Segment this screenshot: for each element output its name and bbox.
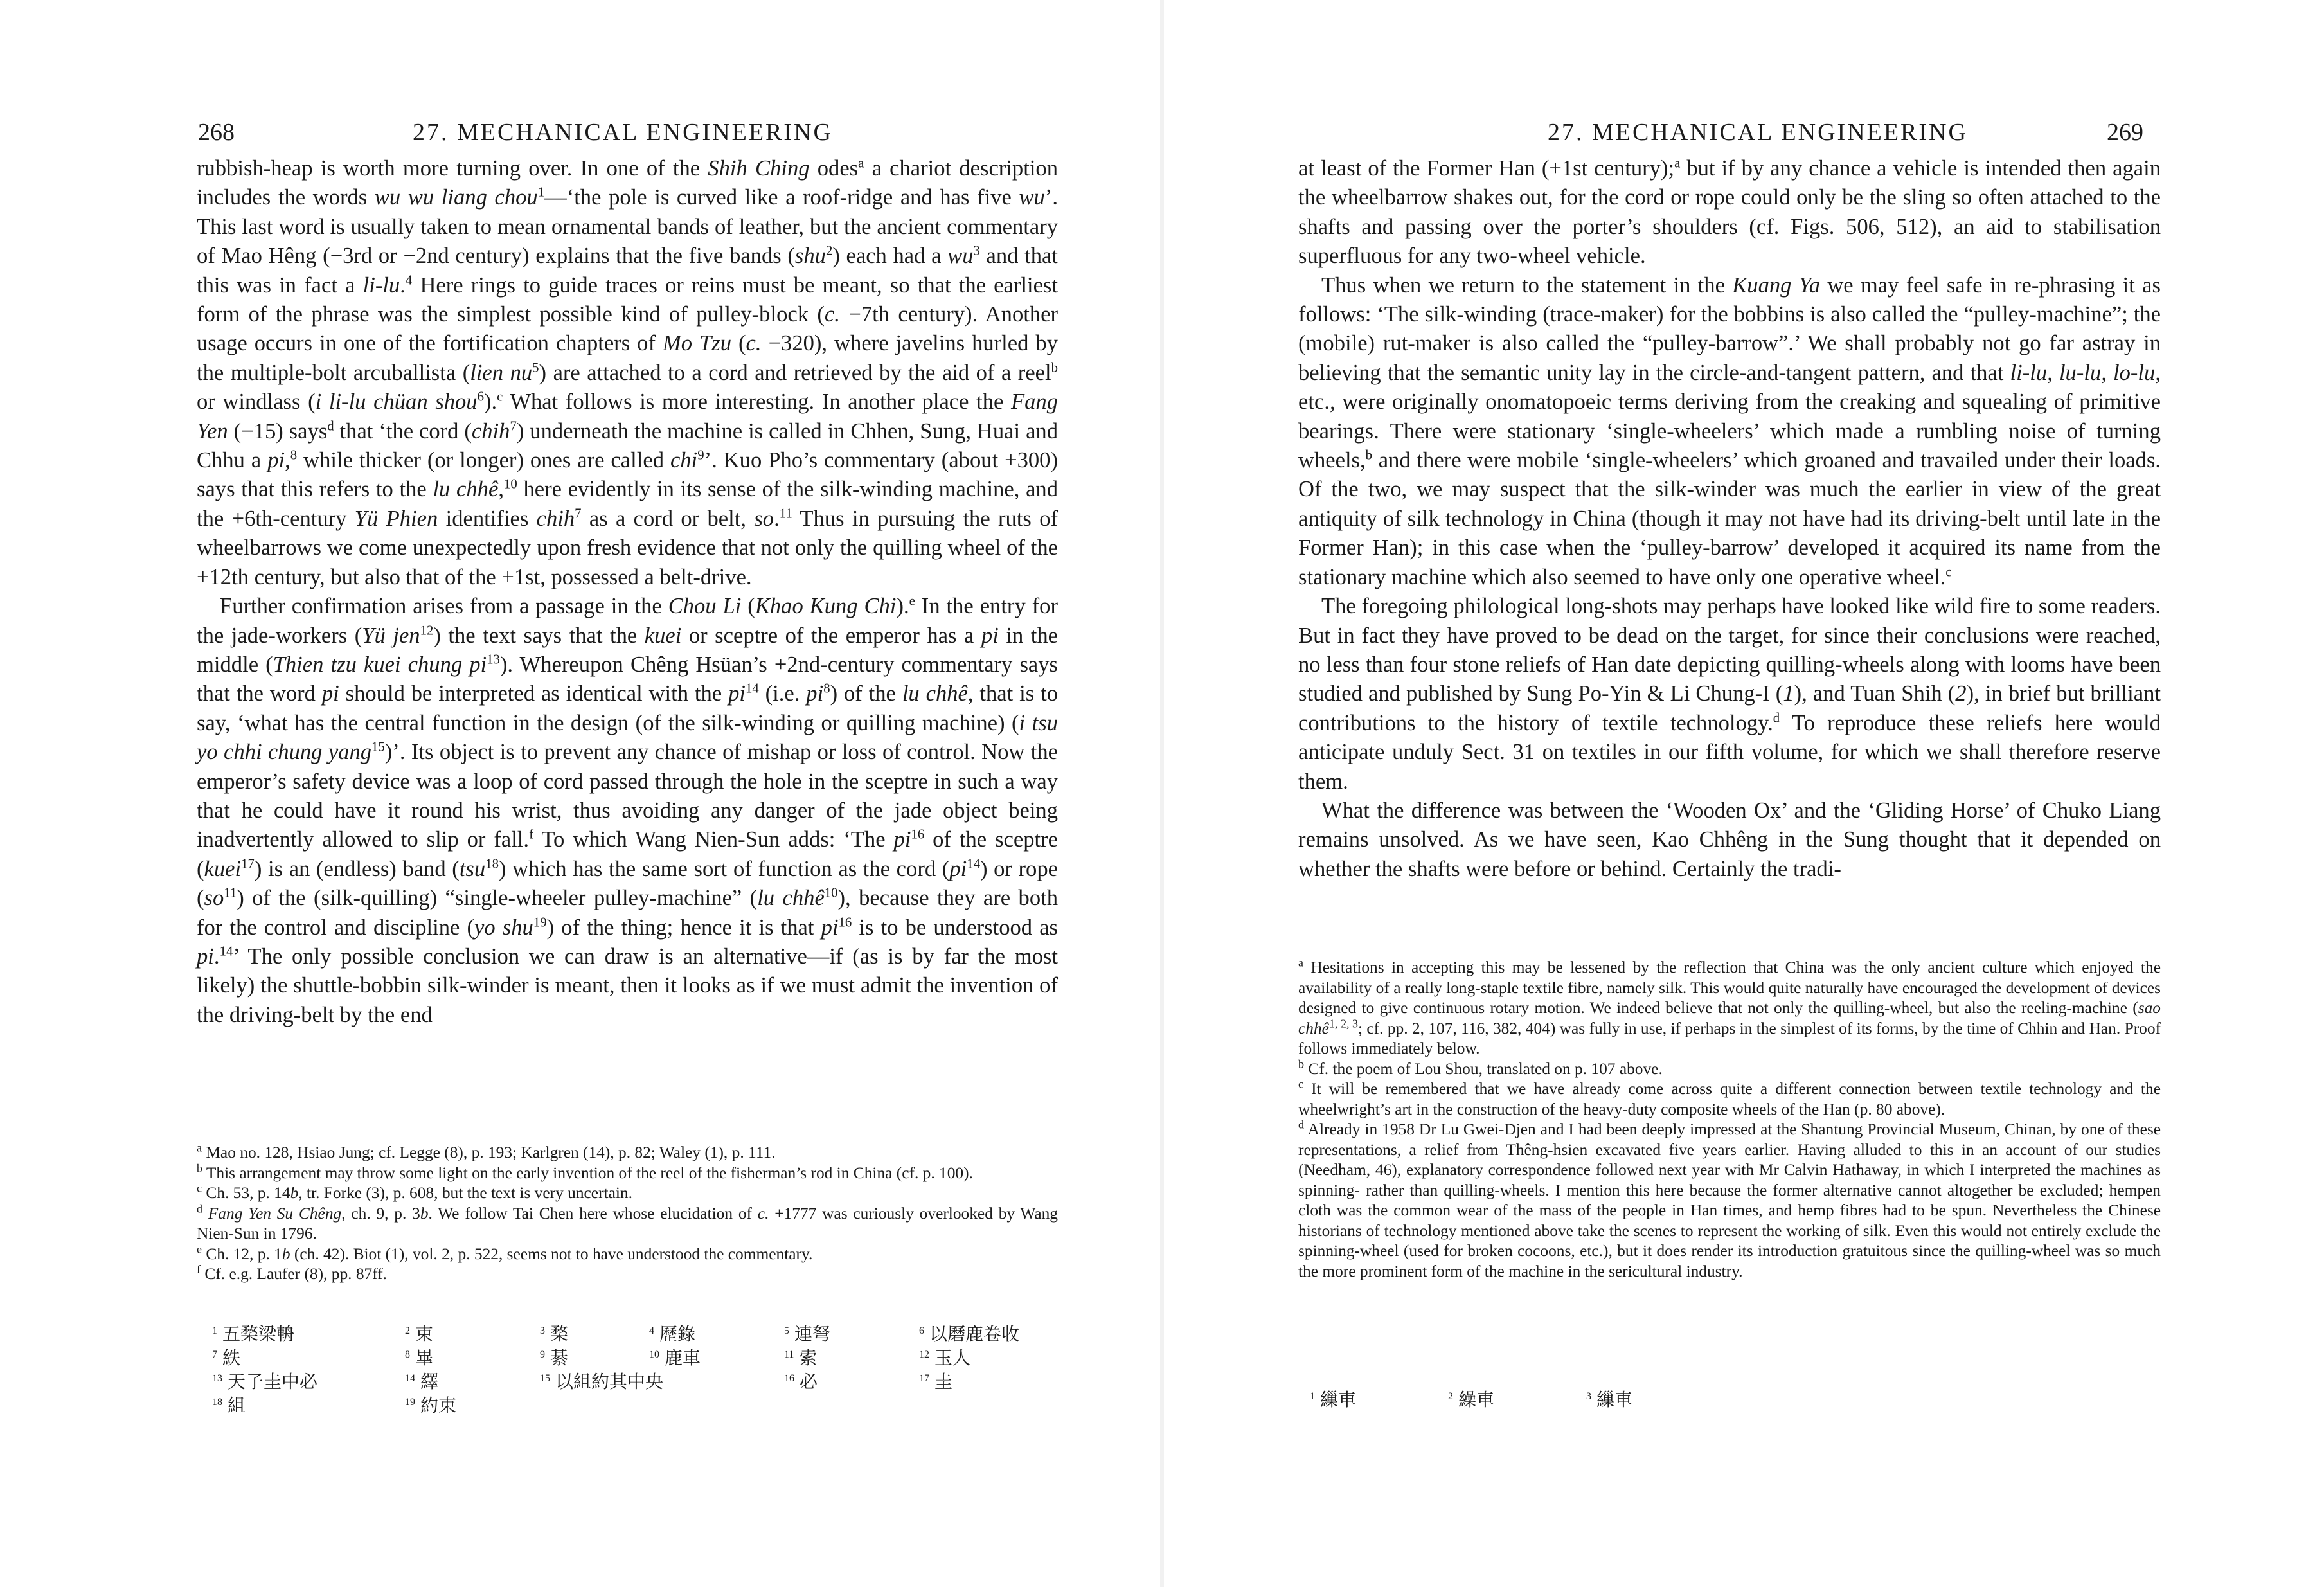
glossary-item: $^{14}$ 繹 — [405, 1372, 439, 1392]
footnote-text: Cf. e.g. Laufer (8), pp. 87ff. — [204, 1265, 388, 1283]
glossary-item: $^4$ 歷錄 — [649, 1325, 696, 1345]
glossary-item: $^5$ 連弩 — [784, 1325, 831, 1345]
glossary-item: $^{10}$ 鹿車 — [649, 1349, 701, 1368]
left-running-head — [198, 113, 1080, 152]
glossary-item: $^8$ 畢 — [405, 1349, 434, 1368]
footnote-mark: e — [197, 1242, 202, 1256]
footnote-mark: a — [1298, 956, 1303, 969]
right-paragraph-1: at least of the Former Han (+1st century);$^a$ but if by any chance a vehicle is intended then again the wheelbarrow shakes out, for the cord or rope could only be the sling so often attached to the shafts and passing over the porter’s shoulders (cf. Figs. 506, 512), an aid to stabilisation superfluous for any two-wheel vehicle. — [1298, 156, 2161, 269]
glossary-item: $^2$ 繰車 — [1448, 1390, 1495, 1410]
glossary-item: $^3$ 楘 — [540, 1325, 569, 1345]
right-paragraph-2: Thus when we return to the statement in the Kuang Ya we may feel safe in re-phrasing it as follows: ‘The silk-winding (trace-maker) for the bobbins is also called the “pulley-machine”; the (mobile) rut-maker is also called the “pulley-barrow”.’ We shall probably not go far astray in believing that the semantic unity lay in the circle-and-tangent pattern, and that li-lu, lu-lu, lo-lu, etc., were originally onomatopoeic terms deriving from the creaking and squealing of primitive bearings. There were stationary ‘single-wheelers’ which made a rumbling noise of turning wheels,$^b$ and there were mobile ‘single-wheelers’ which groaned and travailed under their loads. Of the two, we may suspect that the silk-winder was much the earlier in view of the great antiquity of silk technology in China (though it may not have had its driving-belt until late in the Former Han); in this case when the ‘pulley-barrow’ developed it acquired its name from the stationary machine which also seemed to have only one operative wheel.$^c$ — [1298, 273, 2161, 589]
left-paragraph-1: rubbish-heap is worth more turning over. In one of the Shih Ching odes$^a$ a chariot description includes the words wu wu liang chou$^1$—‘the pole is curved like a roof-ridge and has five wu’. This last word is usually taken to mean ornamental bands of leather, but the ancient commentary of Mao Hêng (−3rd or −2nd century) explains that the five bands (shu$^2$) each had a $wu^3$ and that this was in fact a li-lu.$^4$ Here rings to guide traces or reins must be meant, so that the earliest form of the phrase was the simplest possible kind of pulley-block (c. −7th century). Another usage occurs in one of the fortification chapters of Mo Tzu (c. −320), where javelins hurled by the multiple-bolt arcuballista (lien $nu^5$) are attached to a cord and retrieved by the aid of a reel$^b$ or windlass (i li-lu chüan shou$^6$).$^c$ What follows is more interesting. In another place the Fang Yen (−15) says$^d$ that ‘the cord (chih$^7$) underneath the machine is called in Chhen, Sung, Huai and Chhu a pi,$^8$ while thicker (or longer) ones are called chi$^9$’. Kuo Pho’s commentary (about +300) says that this refers to the lu chhê,$^{10}$ here evidently in its sense of the silk-winding machine, and the +6th-century Yü Phien identifies chih$^7$ as a cord or belt, so.$^{11}$ Thus in pursuing the ruts of wheelbarrows we come unexpectedly upon fresh evidence that not only the quilling wheel of the +12th century, but also that of the +1st, possessed a belt-drive. — [197, 156, 1059, 589]
right-glossary — [1310, 1388, 1824, 1421]
left-footnote-c — [197, 1183, 1058, 1204]
footnote-mark: d — [1298, 1118, 1304, 1131]
footnote-mark: c — [1298, 1077, 1303, 1091]
right-paragraph-3: The foregoing philological long-shots may perhaps have looked like wild fire to some readers. But in fact they have proved to be dead on the target, for since their conclusions were reached, no less than four stone reliefs of Han date depicting quilling-wheels along with looms have been studied and published by Sung Po-Yin & Li Chung-I (1), and Tuan Shih (2), in brief but brilliant contributions to the history of textile technology.$^d$ To reproduce these reliefs here would anticipate unduly Sect. 31 on textiles in our fifth volume, for which we shall therefore reserve them. — [1298, 594, 2161, 794]
footnote-text: Cf. the poem of Lou Shou, translated on p. 107 above. — [1308, 1059, 1663, 1078]
glossary-item: $^{15}$ 以組約其中央 — [540, 1372, 664, 1392]
right-footnotes — [1298, 958, 2161, 1282]
right-body-text — [1298, 154, 2161, 884]
glossary-item: $^{13}$ 天子圭中必 — [212, 1372, 318, 1392]
glossary-item: $^1$ 繅車 — [1310, 1390, 1357, 1410]
left-footnote-d — [197, 1204, 1058, 1244]
left-paragraph-2: Further confirmation arises from a passage in the Chou Li (Khao Kung Chi).$^e$ In the entry for the jade-workers (Yü jen$^{12}$) the text says that the kuei or sceptre of the emperor has a pi in the middle (Thien tzu kuei chung $pi^{13}$). Whereupon Chêng Hsüan’s +2nd-century commentary says that the word pi should be interpreted as identical with the $pi^{14}$ (i.e. $pi^8$) of the lu chhê, that is to say, ‘what has the central function in the design (of the silk-winding or quilling machine) (i tsu yo chhi chung yang$^{15}$)’. Its object is to prevent any chance of mishap or loss of control. Now the emperor’s safety device was a loop of cord passed through the hole in the sceptre in such a way that he could have it round his wrist, thus avoiding any danger of the jade object being inadvertently allowed to slip or fall.$^f$ To which Wang Nien-Sun adds: ‘The $pi^{16}$ of the sceptre (kuei$^{17}$) is an (endless) band (tsu$^{18}$) which has the same sort of function as the cord $(pi^{14})$ or rope $(so^{11})$ of the (silk-quilling) “single-wheeler pulley-machine” (lu chhê$^{10}$), because they are both for the control and discipline (yo shu$^{19}$) of the thing; hence it is that $pi^{16}$ is to be understood as pi.$^{14}$’ The only possible conclusion we can draw is an alternative—if (as is by far the most likely) the shuttle-bobbin silk-winder is meant, then it looks as if we must admit the invention of the driving-belt by the end — [197, 594, 1059, 1027]
left-page-number: 268 — [198, 119, 235, 146]
glossary-item: $^7$ 紩 — [212, 1349, 241, 1368]
right-paragraph-4: What the difference was between the ‘Wooden Ox’ and the ‘Gliding Horse’ of Chuko Liang remains unsolved. As we have seen, Kao Chhêng in the Sung thought that it depended on whether the shafts were before or behind. Certainly the tradi- — [1298, 798, 2161, 881]
footnote-text: This arrangement may throw some light on the early invention of the reel of the fisherman’s rod in China (cf. p. 100). — [206, 1163, 973, 1182]
left-footnotes — [197, 1143, 1058, 1285]
right-footnote-b — [1298, 1059, 2161, 1080]
glossary-item: $^{16}$ 必 — [784, 1372, 818, 1392]
glossary-item: $^3$ 繅車 — [1586, 1390, 1633, 1410]
right-footnote-a — [1298, 958, 2161, 1059]
footnote-mark: b — [1298, 1057, 1304, 1071]
footnote-mark: b — [197, 1161, 202, 1175]
footnote-mark: c — [197, 1181, 202, 1195]
right-page — [1162, 0, 2324, 1587]
left-body-text — [197, 154, 1058, 1030]
glossary-item: $^{18}$ 組 — [212, 1396, 246, 1416]
glossary-item: $^{11}$ 索 — [784, 1349, 818, 1368]
glossary-item: $^2$ 束 — [405, 1325, 434, 1345]
footnote-text: Mao no. 128, Hsiao Jung; cf. Legge (8), p. 193; Karlgren (14), p. 82; Waley (1), p. 111. — [206, 1143, 776, 1161]
glossary-item: $^{17}$ 圭 — [919, 1372, 953, 1392]
footnote-text: Already in 1958 Dr Lu Gwei-Djen and I had been deeply impressed at the Shantung Provincial Museum, Chinan, by one of these representations, a relief from Thêng-hsien excavated five years earlier. Having alluded to this in an account of our studies (Needham, 46), explanatory correspondence followed next year with Mr Calvin Hathaway, in which I interpreted the machines as spinning- rather than quilling-wheels. I mention this here because the former alternative cannot altogether be excluded; hempen cloth was the common wear of the mass of the people in Han times, and hemp fibres had to be spun. Nevertheless the Chinese historians of technology mentioned above take the scenes to represent the working of silk. Even this would not entirely exclude the spinning-wheel (used for broken cocoons, etc.), but it does render its introduction gratuitous since the quilling-wheel was so much the more prominent form of the machine in the sericultural industry. — [1298, 1120, 2161, 1280]
left-running-title: 27. MECHANICAL ENGINEERING — [413, 119, 833, 146]
footnote-text: Ch. 12, p. 1b (ch. 42). Biot (1), vol. 2, p. 522, seems not to have understood the commentary. — [206, 1244, 813, 1263]
footnote-text: Fang Yen Su Chêng, ch. 9, p. 3b. We follow Tai Chen here whose elucidation of c. +1777 was curiously overlooked by Wang Nien-Sun in 1796. — [197, 1204, 1059, 1242]
right-page-number: 269 — [2107, 119, 2143, 146]
glossary-item: $^{19}$ 約束 — [405, 1396, 457, 1416]
left-footnote-f — [197, 1264, 1058, 1285]
left-footnote-e — [197, 1244, 1058, 1265]
glossary-item: $^6$ 以磿鹿卷收 — [919, 1325, 1020, 1345]
right-running-title: 27. MECHANICAL ENGINEERING — [1548, 119, 1968, 146]
footnote-text: Hesitations in accepting this may be lessened by the reflection that China was the only ancient culture which enjoyed the availability of a really long-staple textile fibre, namely silk. This would quite naturally have encouraged the development of devices designed to give continuous rotary motion. We indeed believe that not only the quilling-wheel, but also the reeling-machine (sao chhê$^{1, 2, 3}$; cf. pp. 2, 107, 116, 382, 404) was fully in use, if perhaps in the simplest of its forms, by the time of Chhin and Han. Proof follows immediately below. — [1298, 958, 2161, 1057]
left-footnote-a — [197, 1143, 1058, 1163]
glossary-item: $^{12}$ 玉人 — [919, 1349, 971, 1368]
footnote-text: Ch. 53, p. 14b, tr. Forke (3), p. 608, but the text is very uncertain. — [206, 1184, 632, 1202]
footnote-mark: a — [197, 1141, 202, 1154]
footnote-text: It will be remembered that we have already come across quite a different connection between textile technology and the wheelwright’s art in the construction of the heavy-duty composite wheels of the Han (p. 80 above). — [1298, 1080, 2161, 1118]
left-glossary — [212, 1323, 1060, 1419]
glossary-item: $^9$ 綦 — [540, 1349, 569, 1368]
right-footnote-c — [1298, 1079, 2161, 1120]
footnote-mark: d — [197, 1202, 202, 1215]
left-footnote-b — [197, 1163, 1058, 1184]
footnote-mark: f — [197, 1262, 201, 1276]
glossary-item: $^1$ 五楘梁輈 — [212, 1325, 295, 1345]
right-footnote-d — [1298, 1120, 2161, 1282]
right-running-head — [1278, 113, 2165, 152]
